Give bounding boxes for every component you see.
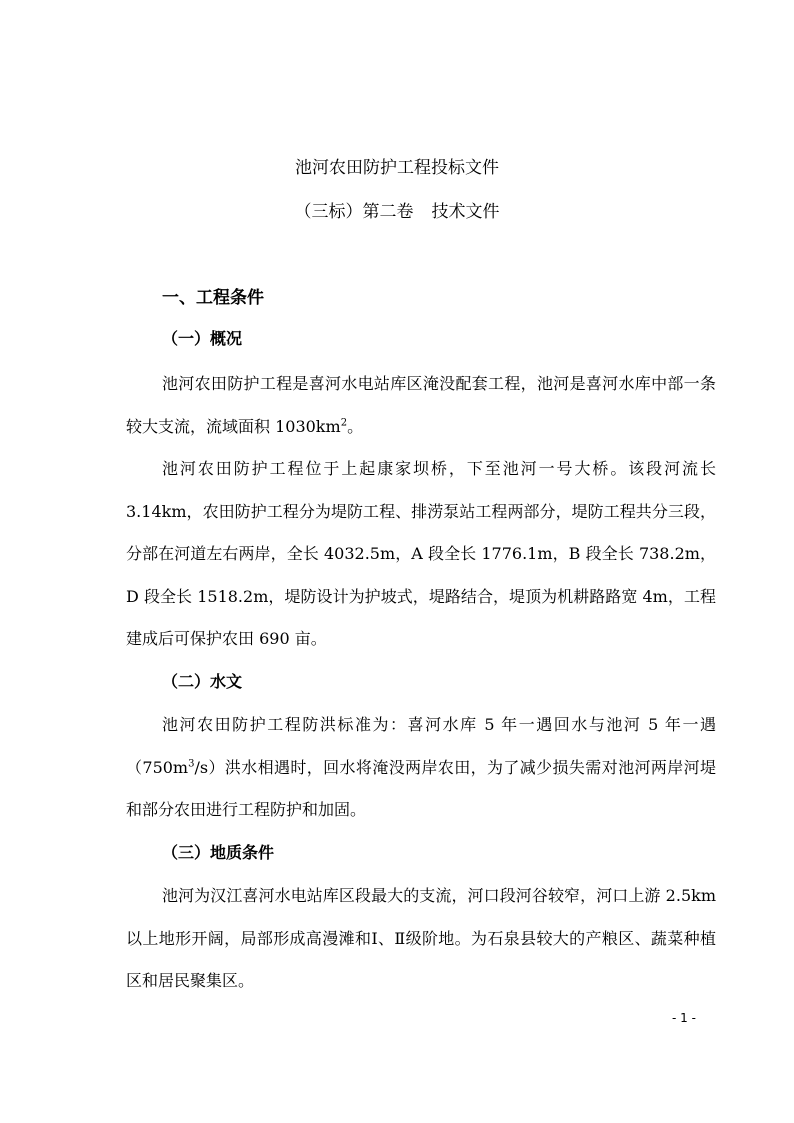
- volume-name: 技术文件: [431, 202, 500, 222]
- paragraph-geology: 池河为汉江喜河水电站库区段最大的支流，河口段河谷较窄，河口上游 2.5km 以上地形开阔，局部形成高漫滩和Ⅰ、Ⅱ级阶地。为石泉县较大的产粮区、蔬菜种植区和居民聚集区。: [126, 886, 716, 990]
- document-title: 池河农田防护工程投标文件: [295, 158, 499, 178]
- paragraph-overview-1-end: 。: [347, 416, 364, 436]
- paragraph-overview-2: 池河农田防护工程位于上起康家坝桥，下至池河一号大桥。该段河流长 3.14km，农田防护工程分为堤防工程、排涝泵站工程两部分，堤防工程共分三段，分部在河道左右两岸，全长 4032.5m，A 段全长 1776.1m，B 段全长 738.2m，D 段全长 1518.2m，堤防设计为护坡式，堤路结合，堤顶为机耕路路宽 4m，工程建成后可保护农田 690 亩。: [126, 459, 716, 648]
- section-heading: 一、工程条件: [162, 288, 264, 308]
- paragraph-hydrology-end: /s）洪水相遇时，回水将淹没两岸农田，为了减少损失需对池河两岸河堤和部分农田进行工程防护和加固。: [126, 757, 716, 819]
- page-number: - 1 -: [672, 1011, 696, 1025]
- document-subtitle: [0, 202, 794, 222]
- subsection-heading-geology: （三）地质条件: [162, 843, 275, 862]
- paragraph-hydrology: [126, 704, 716, 832]
- paragraph-overview-1-text: 池河农田防护工程是喜河水电站库区淹没配套工程，池河是喜河水库中部一条较大支流，流域面积 1030km: [126, 374, 716, 436]
- subsection-heading-hydrology: （二）水文: [162, 672, 243, 691]
- paragraph-overview-1: [126, 363, 716, 448]
- paragraph-hydrology-text: 池河农田防护工程防洪标准为：喜河水库 5 年一遇回水与池河 5 年一遇（750m: [126, 715, 716, 777]
- subsection-heading-overview: （一）概况: [162, 329, 243, 348]
- superscript-2: 2: [340, 417, 348, 429]
- volume-label: （三标）第二卷: [294, 202, 414, 222]
- superscript-3: 3: [188, 758, 195, 770]
